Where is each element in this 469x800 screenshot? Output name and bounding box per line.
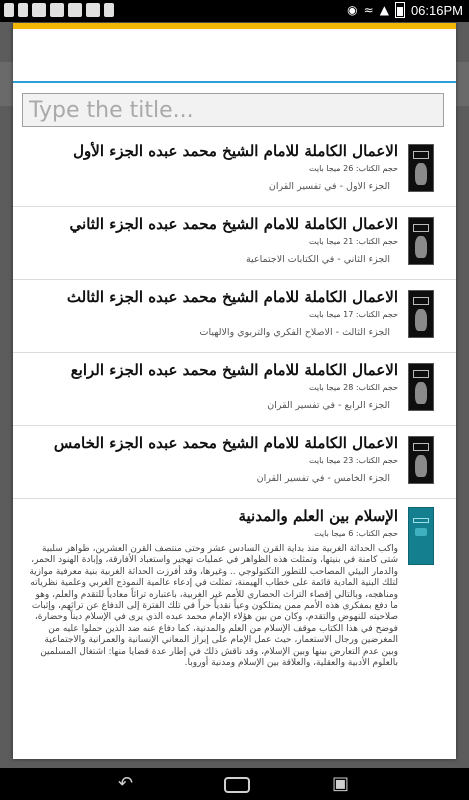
list-item[interactable] [13,499,456,759]
book-description: واكب الحداثة الغربية منذ بداية القرن السادس عشر وحتى منتصف القرن العشرين، ظواهر سلبية شتى كامنة في بنيتها، وتمثلت هذه الظواهر في عمليات تهجير واستعباد الأفارقة، وإبادة الهنود الحمر، والدمار البيئي المصاحب للتطور التكنولوجي .. وغيرها، وقد أفرزت الحداثة الغربية بنية معرفية موازية لتلك البنية المادية قائمة على خطاب الهيمنة، تمثلت في إدعاء عالمية النموذج الغربي وعلمية نظرياته ومناهجه، وبالتالي إقصاء التراث الحضاري للأمم غير الغربية، باعتباره تراثاً معادياً للتقدم والعلم، وهو ما دفع بمفكري هذه الأمم ممن يمتلكون وعياً نقدياً حراً في تلك الفترة إلى الدفاع عن تراثهم، وإثبات صلاحيته للنهوض والتقدم، وكان من بين هؤلاء الإمام محمد عبده الذي يرى في الإسلام ديناً وحضارة، فوضح في هذا الكتاب موقف الإسلام من العلم والمدنية، كما دفاع عنه ضد الذين حملوا عليه من المغرضين ورجال الاستعمار، حيث عمل الإمام على إبراز المعاني الإنسانية والعمرانية والاجتماعية وبين عدم التعارض بينها وبين الإسلام، وقد ناقش ذلك في إطار عدة قضايا منها: اشتغال المسلمين بالعلوم الأدبية والعقلية، والعلاقة بين الإسلام ومدنية أوروبا. [29,544,398,669]
book-size: حجم الكتاب: 21 ميجا بايت [308,237,398,246]
item-text [28,359,398,413]
list-item[interactable] [13,280,456,353]
item-text [28,432,398,486]
location-icon: ◉ [347,3,358,17]
dialog-header [13,29,456,83]
book-title: الإسلام بين العلم والمدنية [238,507,398,525]
book-cover-icon [408,144,434,192]
book-cover-icon [408,363,434,411]
item-text [28,505,398,669]
book-description: الجزء الثاني - في الكتابات الاجتماعية [245,254,390,265]
book-size: حجم الكتاب: 17 ميجا بايت [308,310,398,319]
book-list [13,134,456,759]
book-description: الجزء الاول - في تفسير القران [268,181,390,192]
book-description: الجزء الخامس - في تفسير القران [256,473,390,484]
home-icon[interactable] [224,777,250,793]
book-cover-icon [408,507,434,565]
book-title: الاعمال الكاملة للامام الشيخ محمد عبده الجزء الرابع [70,361,398,379]
gmail-icon [50,3,64,17]
item-text [28,140,398,194]
book-cover-icon [408,290,434,338]
clock: 06:16PM [410,2,463,18]
book-title: الاعمال الكاملة للامام الشيخ محمد عبده الجزء الثاني [69,215,398,233]
system-icons [347,2,463,18]
book-title: الاعمال الكاملة للامام الشيخ محمد عبده الجزء الأول [73,142,398,160]
title-search-input[interactable] [22,93,444,127]
book-description: الجزء الثالث - الاصلاح الفكري والتربوي والالهيات [199,327,390,338]
book-title: الاعمال الكاملة للامام الشيخ محمد عبده الجزء الثالث [66,288,398,306]
book-title: الاعمال الكاملة للامام الشيخ محمد عبده الجزء الخامس [53,434,398,452]
usb-icon [4,3,14,17]
signal-icon: ▲ [379,3,389,17]
list-item[interactable] [13,134,456,207]
book-size: حجم الكتاب: 28 ميجا بايت [308,383,398,392]
recent-apps-icon[interactable]: ▣ [332,773,350,794]
book-size: حجم الكتاب: 26 ميجا بايت [308,164,398,173]
image-icon [68,3,82,17]
list-item[interactable] [13,426,456,499]
list-item[interactable] [13,353,456,426]
item-text [28,286,398,340]
navigation-bar [0,768,469,800]
sd-card-icon [104,3,114,17]
book-cover-icon [408,436,434,484]
book-cover-icon [408,217,434,265]
warning-icon [18,3,28,17]
back-icon[interactable]: ↶ [118,773,134,794]
item-text [28,213,398,267]
status-bar [0,0,469,22]
book-size: حجم الكتاب: 23 ميجا بايت [308,456,398,465]
notification-icons [4,3,114,17]
wifi-icon: ≈ [363,3,374,17]
list-item[interactable] [13,207,456,280]
gmail-icon [32,3,46,17]
battery-icon [395,2,405,18]
book-description: الجزء الرابع - في تفسير القران [267,400,390,411]
book-list-dialog [13,23,456,759]
gmail-icon [86,3,100,17]
book-size: حجم الكتاب: 6 ميجا بايت [314,529,398,538]
